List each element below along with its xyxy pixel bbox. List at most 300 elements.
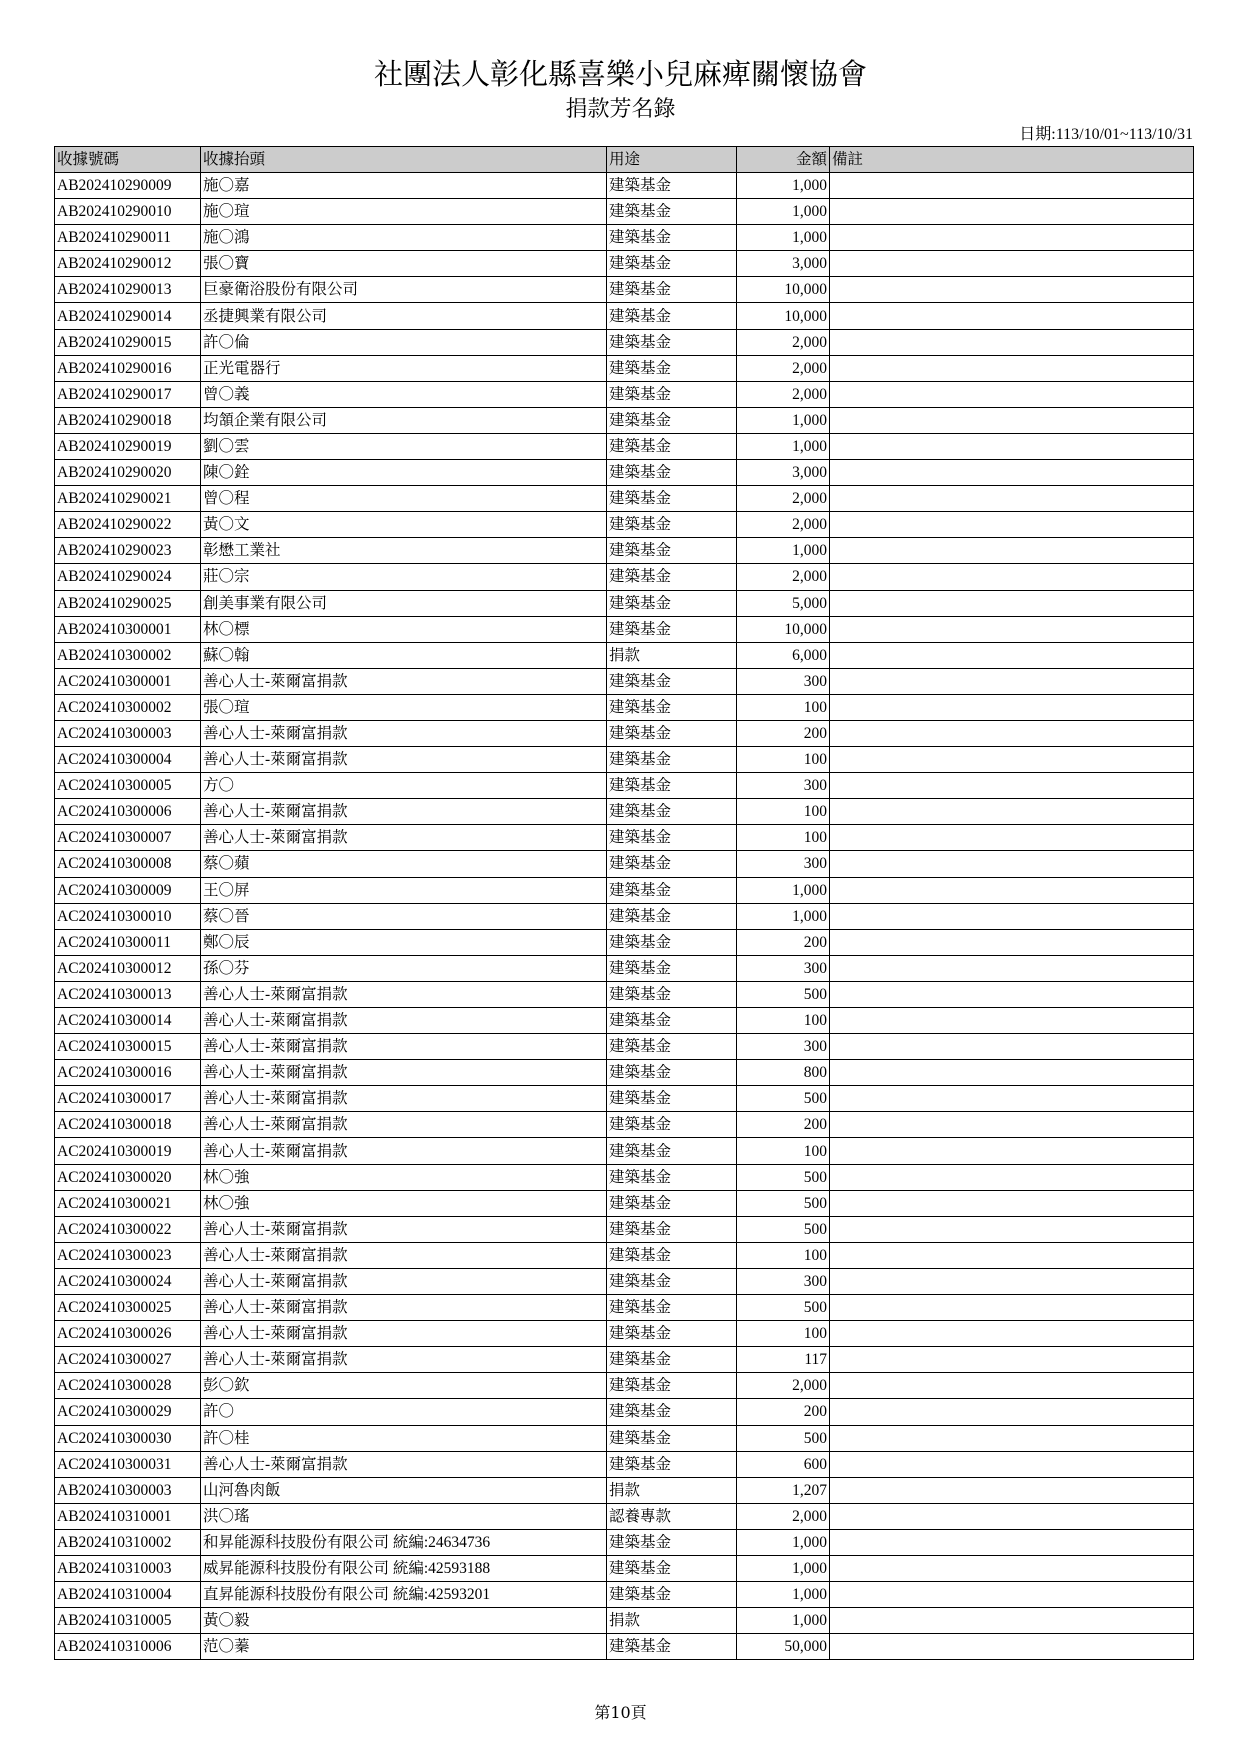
table-row <box>55 1190 1194 1216</box>
receipt-title-cell: 許〇桂 <box>201 1425 607 1451</box>
purpose-cell: 建築基金 <box>607 1321 737 1347</box>
amount-cell: 50,000 <box>737 1634 830 1660</box>
purpose-cell: 建築基金 <box>607 1164 737 1190</box>
amount-cell: 500 <box>737 1216 830 1242</box>
receipt-title-cell: 巨豪衛浴股份有限公司 <box>201 277 607 303</box>
receipt-title-cell: 彰懋工業社 <box>201 538 607 564</box>
purpose-cell: 建築基金 <box>607 1425 737 1451</box>
table-row <box>55 1242 1194 1268</box>
remarks-cell <box>830 1451 1194 1477</box>
col-header-purpose: 用途 <box>607 147 737 173</box>
remarks-cell <box>830 799 1194 825</box>
receipt-title-cell: 蘇〇翰 <box>201 642 607 668</box>
amount-cell: 500 <box>737 981 830 1007</box>
receipt-no-cell: AC202410300014 <box>55 1008 201 1034</box>
receipt-no-cell: AB202410290017 <box>55 381 201 407</box>
receipt-title-cell: 施〇鴻 <box>201 225 607 251</box>
table-row <box>55 929 1194 955</box>
purpose-cell: 建築基金 <box>607 1399 737 1425</box>
purpose-cell: 建築基金 <box>607 694 737 720</box>
amount-cell: 500 <box>737 1295 830 1321</box>
table-row <box>55 1503 1194 1529</box>
remarks-cell <box>830 1321 1194 1347</box>
remarks-cell <box>830 564 1194 590</box>
remarks-cell <box>830 1503 1194 1529</box>
purpose-cell: 建築基金 <box>607 1555 737 1581</box>
receipt-no-cell: AB202410290010 <box>55 199 201 225</box>
remarks-cell <box>830 1295 1194 1321</box>
receipt-no-cell: AB202410290014 <box>55 303 201 329</box>
purpose-cell: 建築基金 <box>607 720 737 746</box>
receipt-no-cell: AB202410300003 <box>55 1477 201 1503</box>
remarks-cell <box>830 407 1194 433</box>
receipt-title-cell: 善心人士-萊爾富捐款 <box>201 1008 607 1034</box>
receipt-title-cell: 丞捷興業有限公司 <box>201 303 607 329</box>
remarks-cell <box>830 1555 1194 1581</box>
amount-cell: 2,000 <box>737 486 830 512</box>
table-row <box>55 564 1194 590</box>
table-row <box>55 1347 1194 1373</box>
table-row <box>55 590 1194 616</box>
receipt-title-cell: 善心人士-萊爾富捐款 <box>201 1295 607 1321</box>
amount-cell: 300 <box>737 773 830 799</box>
remarks-cell <box>830 981 1194 1007</box>
amount-cell: 100 <box>737 1242 830 1268</box>
receipt-no-cell: AC202410300005 <box>55 773 201 799</box>
amount-cell: 100 <box>737 694 830 720</box>
table-row <box>55 460 1194 486</box>
amount-cell: 2,000 <box>737 329 830 355</box>
table-row <box>55 668 1194 694</box>
table-row <box>55 1555 1194 1581</box>
purpose-cell: 建築基金 <box>607 955 737 981</box>
amount-cell: 1,000 <box>737 1529 830 1555</box>
remarks-cell <box>830 381 1194 407</box>
receipt-no-cell: AC202410300019 <box>55 1138 201 1164</box>
table-row <box>55 329 1194 355</box>
amount-cell: 1,207 <box>737 1477 830 1503</box>
amount-cell: 10,000 <box>737 277 830 303</box>
remarks-cell <box>830 720 1194 746</box>
receipt-no-cell: AC202410300023 <box>55 1242 201 1268</box>
table-row <box>55 407 1194 433</box>
receipt-no-cell: AB202410290018 <box>55 407 201 433</box>
amount-cell: 1,000 <box>737 1582 830 1608</box>
purpose-cell: 建築基金 <box>607 773 737 799</box>
amount-cell: 2,000 <box>737 355 830 381</box>
table-body <box>55 173 1194 1660</box>
receipt-title-cell: 善心人士-萊爾富捐款 <box>201 747 607 773</box>
remarks-cell <box>830 668 1194 694</box>
donation-table <box>54 146 1194 1660</box>
purpose-cell: 建築基金 <box>607 747 737 773</box>
receipt-title-cell: 黃〇毅 <box>201 1608 607 1634</box>
remarks-cell <box>830 825 1194 851</box>
remarks-cell <box>830 1373 1194 1399</box>
amount-cell: 100 <box>737 825 830 851</box>
table-row <box>55 1060 1194 1086</box>
table-row <box>55 1138 1194 1164</box>
amount-cell: 1,000 <box>737 225 830 251</box>
table-row <box>55 512 1194 538</box>
receipt-title-cell: 正光電器行 <box>201 355 607 381</box>
receipt-title-cell: 黃〇文 <box>201 512 607 538</box>
table-row <box>55 1425 1194 1451</box>
receipt-title-cell: 善心人士-萊爾富捐款 <box>201 720 607 746</box>
purpose-cell: 建築基金 <box>607 903 737 929</box>
receipt-title-cell: 許〇倫 <box>201 329 607 355</box>
table-row <box>55 1477 1194 1503</box>
remarks-cell <box>830 1582 1194 1608</box>
amount-cell: 1,000 <box>737 199 830 225</box>
receipt-no-cell: AB202410290021 <box>55 486 201 512</box>
table-row <box>55 694 1194 720</box>
receipt-no-cell: AC202410300012 <box>55 955 201 981</box>
amount-cell: 100 <box>737 799 830 825</box>
remarks-cell <box>830 460 1194 486</box>
purpose-cell: 建築基金 <box>607 1008 737 1034</box>
amount-cell: 1,000 <box>737 433 830 459</box>
amount-cell: 200 <box>737 720 830 746</box>
receipt-no-cell: AB202410290012 <box>55 251 201 277</box>
amount-cell: 2,000 <box>737 512 830 538</box>
remarks-cell <box>830 1347 1194 1373</box>
purpose-cell: 建築基金 <box>607 1086 737 1112</box>
receipt-no-cell: AB202410290024 <box>55 564 201 590</box>
table-row <box>55 1451 1194 1477</box>
receipt-title-cell: 善心人士-萊爾富捐款 <box>201 1086 607 1112</box>
purpose-cell: 建築基金 <box>607 1060 737 1086</box>
purpose-cell: 建築基金 <box>607 825 737 851</box>
receipt-no-cell: AB202410290025 <box>55 590 201 616</box>
purpose-cell: 建築基金 <box>607 460 737 486</box>
receipt-no-cell: AC202410300020 <box>55 1164 201 1190</box>
amount-cell: 10,000 <box>737 616 830 642</box>
amount-cell: 300 <box>737 1034 830 1060</box>
remarks-cell <box>830 773 1194 799</box>
remarks-cell <box>830 173 1194 199</box>
receipt-no-cell: AB202410290015 <box>55 329 201 355</box>
amount-cell: 200 <box>737 1112 830 1138</box>
receipt-no-cell: AC202410300029 <box>55 1399 201 1425</box>
table-row <box>55 1164 1194 1190</box>
amount-cell: 600 <box>737 1451 830 1477</box>
remarks-cell <box>830 225 1194 251</box>
table-row <box>55 720 1194 746</box>
remarks-cell <box>830 251 1194 277</box>
purpose-cell: 建築基金 <box>607 1451 737 1477</box>
remarks-cell <box>830 1034 1194 1060</box>
table-header-row <box>55 147 1194 173</box>
amount-cell: 3,000 <box>737 251 830 277</box>
remarks-cell <box>830 1008 1194 1034</box>
table-row <box>55 1608 1194 1634</box>
amount-cell: 500 <box>737 1425 830 1451</box>
remarks-cell <box>830 694 1194 720</box>
receipt-title-cell: 善心人士-萊爾富捐款 <box>201 1451 607 1477</box>
receipt-title-cell: 創美事業有限公司 <box>201 590 607 616</box>
table-row <box>55 1268 1194 1294</box>
purpose-cell: 建築基金 <box>607 251 737 277</box>
receipt-title-cell: 王〇屏 <box>201 877 607 903</box>
receipt-title-cell: 林〇標 <box>201 616 607 642</box>
receipt-no-cell: AB202410310003 <box>55 1555 201 1581</box>
remarks-cell <box>830 486 1194 512</box>
table-row <box>55 1295 1194 1321</box>
purpose-cell: 捐款 <box>607 642 737 668</box>
amount-cell: 500 <box>737 1190 830 1216</box>
receipt-no-cell: AB202410300001 <box>55 616 201 642</box>
table-row <box>55 642 1194 668</box>
date-range: 日期:113/10/01~113/10/31 <box>1019 126 1193 143</box>
remarks-cell <box>830 1268 1194 1294</box>
receipt-no-cell: AB202410290016 <box>55 355 201 381</box>
receipt-no-cell: AC202410300006 <box>55 799 201 825</box>
receipt-no-cell: AC202410300001 <box>55 668 201 694</box>
purpose-cell: 建築基金 <box>607 1347 737 1373</box>
receipt-no-cell: AC202410300007 <box>55 825 201 851</box>
table-row <box>55 1216 1194 1242</box>
purpose-cell: 建築基金 <box>607 877 737 903</box>
amount-cell: 300 <box>737 668 830 694</box>
purpose-cell: 建築基金 <box>607 590 737 616</box>
table-row <box>55 1529 1194 1555</box>
purpose-cell: 建築基金 <box>607 1242 737 1268</box>
amount-cell: 6,000 <box>737 642 830 668</box>
purpose-cell: 建築基金 <box>607 1268 737 1294</box>
receipt-no-cell: AB202410290019 <box>55 433 201 459</box>
receipt-title-cell: 善心人士-萊爾富捐款 <box>201 825 607 851</box>
remarks-cell <box>830 1112 1194 1138</box>
amount-cell: 200 <box>737 929 830 955</box>
receipt-title-cell: 洪〇瑤 <box>201 1503 607 1529</box>
col-header-amount: 金額 <box>737 147 830 173</box>
amount-cell: 1,000 <box>737 407 830 433</box>
receipt-title-cell: 許〇 <box>201 1399 607 1425</box>
amount-cell: 10,000 <box>737 303 830 329</box>
receipt-title-cell: 方〇 <box>201 773 607 799</box>
table-row <box>55 225 1194 251</box>
receipt-title-cell: 威昇能源科技股份有限公司 統編:42593188 <box>201 1555 607 1581</box>
amount-cell: 2,000 <box>737 1503 830 1529</box>
remarks-cell <box>830 355 1194 381</box>
table-row <box>55 747 1194 773</box>
purpose-cell: 捐款 <box>607 1608 737 1634</box>
amount-cell: 2,000 <box>737 1373 830 1399</box>
receipt-no-cell: AC202410300016 <box>55 1060 201 1086</box>
remarks-cell <box>830 851 1194 877</box>
purpose-cell: 建築基金 <box>607 381 737 407</box>
amount-cell: 2,000 <box>737 564 830 590</box>
receipt-title-cell: 善心人士-萊爾富捐款 <box>201 1138 607 1164</box>
receipt-title-cell: 均頷企業有限公司 <box>201 407 607 433</box>
receipt-no-cell: AC202410300022 <box>55 1216 201 1242</box>
remarks-cell <box>830 747 1194 773</box>
receipt-no-cell: AC202410300010 <box>55 903 201 929</box>
receipt-title-cell: 曾〇義 <box>201 381 607 407</box>
receipt-no-cell: AC202410300028 <box>55 1373 201 1399</box>
remarks-cell <box>830 1608 1194 1634</box>
amount-cell: 3,000 <box>737 460 830 486</box>
receipt-no-cell: AB202410290022 <box>55 512 201 538</box>
purpose-cell: 建築基金 <box>607 929 737 955</box>
table-row <box>55 1634 1194 1660</box>
purpose-cell: 建築基金 <box>607 1190 737 1216</box>
table-row <box>55 381 1194 407</box>
receipt-title-cell: 善心人士-萊爾富捐款 <box>201 1060 607 1086</box>
receipt-no-cell: AC202410300027 <box>55 1347 201 1373</box>
receipt-no-cell: AC202410300031 <box>55 1451 201 1477</box>
receipt-title-cell: 善心人士-萊爾富捐款 <box>201 981 607 1007</box>
table-row <box>55 1399 1194 1425</box>
col-header-remarks: 備註 <box>830 147 1194 173</box>
amount-cell: 200 <box>737 1399 830 1425</box>
remarks-cell <box>830 1086 1194 1112</box>
page-title: 社團法人彰化縣喜樂小兒麻痺關懷協會 <box>373 57 867 91</box>
purpose-cell: 認養專款 <box>607 1503 737 1529</box>
page-number: 第10頁 <box>594 1703 647 1722</box>
remarks-cell <box>830 1190 1194 1216</box>
remarks-cell <box>830 903 1194 929</box>
receipt-title-cell: 施〇嘉 <box>201 173 607 199</box>
remarks-cell <box>830 199 1194 225</box>
purpose-cell: 建築基金 <box>607 355 737 381</box>
table-row <box>55 277 1194 303</box>
purpose-cell: 建築基金 <box>607 1216 737 1242</box>
purpose-cell: 建築基金 <box>607 433 737 459</box>
receipt-title-cell: 劉〇雲 <box>201 433 607 459</box>
purpose-cell: 建築基金 <box>607 1034 737 1060</box>
receipt-title-cell: 范〇蓁 <box>201 1634 607 1660</box>
table-row <box>55 486 1194 512</box>
receipt-title-cell: 張〇瑄 <box>201 694 607 720</box>
receipt-title-cell: 善心人士-萊爾富捐款 <box>201 1321 607 1347</box>
receipt-no-cell: AC202410300025 <box>55 1295 201 1321</box>
table-row <box>55 1321 1194 1347</box>
purpose-cell: 建築基金 <box>607 277 737 303</box>
table-row <box>55 877 1194 903</box>
purpose-cell: 建築基金 <box>607 1634 737 1660</box>
receipt-title-cell: 孫〇芬 <box>201 955 607 981</box>
amount-cell: 800 <box>737 1060 830 1086</box>
receipt-no-cell: AC202410300013 <box>55 981 201 1007</box>
receipt-title-cell: 林〇強 <box>201 1190 607 1216</box>
remarks-cell <box>830 303 1194 329</box>
col-header-receipt-no: 收據號碼 <box>55 147 201 173</box>
receipt-no-cell: AC202410300021 <box>55 1190 201 1216</box>
remarks-cell <box>830 642 1194 668</box>
purpose-cell: 建築基金 <box>607 564 737 590</box>
purpose-cell: 建築基金 <box>607 981 737 1007</box>
remarks-cell <box>830 616 1194 642</box>
receipt-title-cell: 施〇瑄 <box>201 199 607 225</box>
table-row <box>55 251 1194 277</box>
receipt-title-cell: 陳〇銓 <box>201 460 607 486</box>
receipt-no-cell: AB202410310005 <box>55 1608 201 1634</box>
receipt-no-cell: AC202410300030 <box>55 1425 201 1451</box>
receipt-no-cell: AC202410300003 <box>55 720 201 746</box>
receipt-title-cell: 善心人士-萊爾富捐款 <box>201 799 607 825</box>
receipt-title-cell: 張〇寶 <box>201 251 607 277</box>
table-row <box>55 1373 1194 1399</box>
amount-cell: 1,000 <box>737 903 830 929</box>
remarks-cell <box>830 590 1194 616</box>
amount-cell: 2,000 <box>737 381 830 407</box>
amount-cell: 500 <box>737 1086 830 1112</box>
amount-cell: 1,000 <box>737 877 830 903</box>
remarks-cell <box>830 1529 1194 1555</box>
remarks-cell <box>830 1477 1194 1503</box>
receipt-title-cell: 和昇能源科技股份有限公司 統編:24634736 <box>201 1529 607 1555</box>
receipt-no-cell: AC202410300026 <box>55 1321 201 1347</box>
receipt-title-cell: 善心人士-萊爾富捐款 <box>201 1242 607 1268</box>
purpose-cell: 建築基金 <box>607 329 737 355</box>
receipt-no-cell: AC202410300011 <box>55 929 201 955</box>
remarks-cell <box>830 433 1194 459</box>
receipt-title-cell: 善心人士-萊爾富捐款 <box>201 1216 607 1242</box>
amount-cell: 117 <box>737 1347 830 1373</box>
remarks-cell <box>830 1138 1194 1164</box>
amount-cell: 100 <box>737 1138 830 1164</box>
receipt-no-cell: AC202410300008 <box>55 851 201 877</box>
amount-cell: 300 <box>737 1268 830 1294</box>
amount-cell: 100 <box>737 747 830 773</box>
receipt-no-cell: AB202410310001 <box>55 1503 201 1529</box>
table-row <box>55 825 1194 851</box>
table-row <box>55 616 1194 642</box>
receipt-title-cell: 莊〇宗 <box>201 564 607 590</box>
receipt-no-cell: AB202410290023 <box>55 538 201 564</box>
receipt-title-cell: 蔡〇蘋 <box>201 851 607 877</box>
remarks-cell <box>830 929 1194 955</box>
page-subtitle: 捐款芳名錄 <box>565 97 676 122</box>
amount-cell: 100 <box>737 1008 830 1034</box>
remarks-cell <box>830 1425 1194 1451</box>
purpose-cell: 建築基金 <box>607 512 737 538</box>
purpose-cell: 建築基金 <box>607 1529 737 1555</box>
amount-cell: 300 <box>737 851 830 877</box>
receipt-no-cell: AC202410300015 <box>55 1034 201 1060</box>
purpose-cell: 建築基金 <box>607 616 737 642</box>
purpose-cell: 建築基金 <box>607 199 737 225</box>
amount-cell: 1,000 <box>737 1608 830 1634</box>
table-row <box>55 773 1194 799</box>
amount-cell: 300 <box>737 955 830 981</box>
col-header-receipt-title: 收據抬頭 <box>201 147 607 173</box>
remarks-cell <box>830 1216 1194 1242</box>
remarks-cell <box>830 329 1194 355</box>
remarks-cell <box>830 512 1194 538</box>
amount-cell: 1,000 <box>737 173 830 199</box>
remarks-cell <box>830 1060 1194 1086</box>
amount-cell: 5,000 <box>737 590 830 616</box>
remarks-cell <box>830 1634 1194 1660</box>
purpose-cell: 建築基金 <box>607 1295 737 1321</box>
receipt-title-cell: 善心人士-萊爾富捐款 <box>201 1112 607 1138</box>
remarks-cell <box>830 538 1194 564</box>
purpose-cell: 捐款 <box>607 1477 737 1503</box>
table-row <box>55 173 1194 199</box>
receipt-no-cell: AC202410300004 <box>55 747 201 773</box>
receipt-no-cell: AB202410310004 <box>55 1582 201 1608</box>
purpose-cell: 建築基金 <box>607 407 737 433</box>
table-row <box>55 1034 1194 1060</box>
remarks-cell <box>830 277 1194 303</box>
remarks-cell <box>830 1399 1194 1425</box>
table-row <box>55 851 1194 877</box>
purpose-cell: 建築基金 <box>607 1112 737 1138</box>
purpose-cell: 建築基金 <box>607 225 737 251</box>
